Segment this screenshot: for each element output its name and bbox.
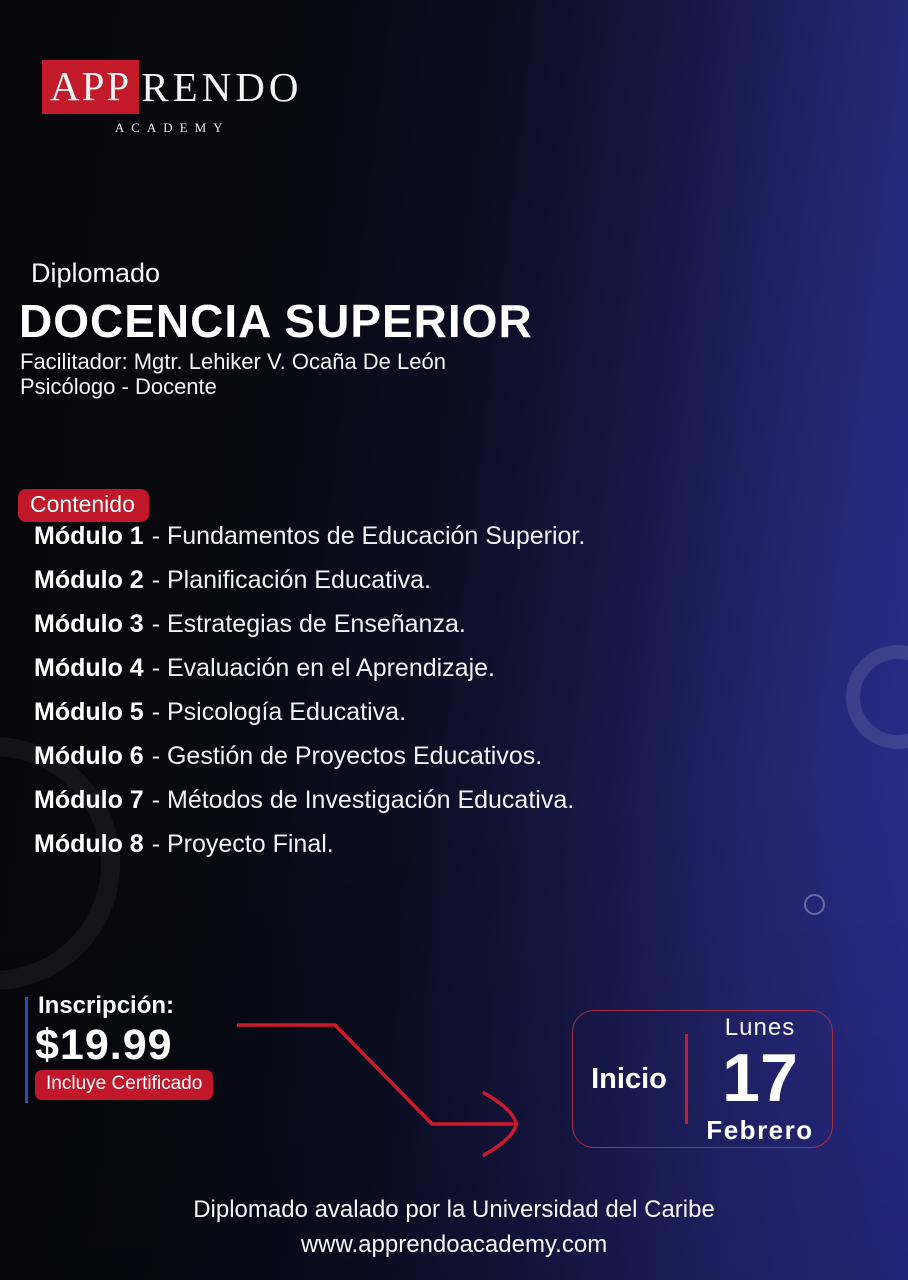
module-label: Módulo 1 xyxy=(34,522,144,550)
module-description: - Fundamentos de Educación Superior. xyxy=(151,522,586,550)
footer-endorsement: Diplomado avalado por la Universidad del Caribe xyxy=(193,1196,715,1223)
facilitator-role: Psicólogo - Docente xyxy=(20,374,217,399)
enrollment-price: $19.99 xyxy=(35,1021,173,1069)
logo-academy-text: ACADEMY xyxy=(114,120,230,135)
apprendo-logo xyxy=(42,60,302,136)
certificate-badge: Incluye Certificado xyxy=(35,1070,213,1100)
module-item xyxy=(34,786,585,814)
module-description: - Proyecto Final. xyxy=(151,830,334,858)
arrow-to-start-date xyxy=(225,1012,525,1172)
contenido-badge: Contenido xyxy=(18,489,149,522)
decor-circle-small xyxy=(804,894,825,915)
module-label: Módulo 2 xyxy=(34,566,144,594)
module-item xyxy=(34,830,585,858)
module-item xyxy=(34,698,585,726)
module-label: Módulo 7 xyxy=(34,786,144,814)
module-item xyxy=(34,522,585,550)
module-item xyxy=(34,742,585,770)
logo-app-redbox: APP xyxy=(42,60,139,114)
enrollment-accent-bar xyxy=(25,997,28,1103)
module-label: Módulo 6 xyxy=(34,742,144,770)
module-item xyxy=(34,566,585,594)
module-description: - Psicología Educativa. xyxy=(151,698,407,726)
start-label: Inicio xyxy=(591,1062,667,1095)
start-date-card xyxy=(572,1010,833,1148)
module-item xyxy=(34,610,585,638)
page-title: DOCENCIA SUPERIOR xyxy=(19,295,533,347)
module-item xyxy=(34,654,585,682)
module-description: - Gestión de Proyectos Educativos. xyxy=(151,742,543,770)
logo-rendo-text: RENDO xyxy=(141,64,303,110)
module-label: Módulo 3 xyxy=(34,610,144,638)
module-label: Módulo 4 xyxy=(34,654,144,682)
module-label: Módulo 8 xyxy=(34,830,144,858)
module-description: - Métodos de Investigación Educativa. xyxy=(151,786,575,814)
logo-wordmark xyxy=(42,60,302,114)
footer-website-url[interactable]: www.apprendoacademy.com xyxy=(300,1231,608,1258)
module-description: - Estrategias de Enseñanza. xyxy=(151,610,466,638)
start-month: Febrero xyxy=(706,1114,814,1145)
start-day-name: Lunes xyxy=(724,1013,796,1041)
facilitator-line: Facilitador: Mgtr. Lehiker V. Ocaña De León xyxy=(20,349,446,374)
enrollment-label: Inscripción: xyxy=(38,992,175,1019)
kicker-diplomado: Diplomado xyxy=(31,258,161,288)
module-description: - Evaluación en el Aprendizaje. xyxy=(151,654,495,682)
footer xyxy=(0,1196,908,1259)
modules-list xyxy=(34,522,585,874)
decor-circle-right xyxy=(846,645,908,749)
module-description: - Planificación Educativa. xyxy=(151,566,432,594)
start-day-number: 17 xyxy=(722,1039,798,1116)
start-date-block xyxy=(688,1013,832,1145)
module-label: Módulo 5 xyxy=(34,698,144,726)
